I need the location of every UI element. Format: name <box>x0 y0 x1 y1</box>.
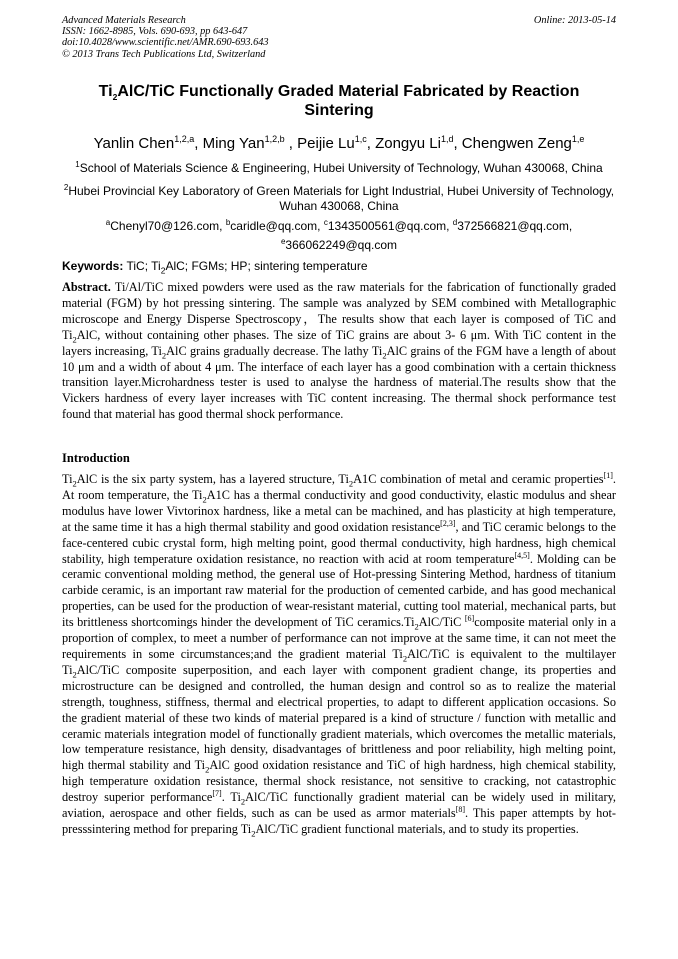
citation-ref: [2,3] <box>440 518 456 528</box>
citation-ref: [4,5] <box>514 550 530 560</box>
doi-line: doi:10.4028/www.scientific.net/AMR.690-693.643 <box>62 37 269 49</box>
author-emails: $^a$Chenyl70@126.com, $^b$caridle@qq.com, $^c$1343500561@qq.com, $^d$372566821@qq.com, $^e$366062249@qq.com <box>105 218 573 252</box>
author-list: Yanlin Chen$^{1,2,a}$, Ming Yan$^{1,2,b}$ , Peijie Lu$^{1,c}$, Zongyu Li$^{1,d}$, Chengwen Zeng$^{1,e}$ <box>93 134 585 152</box>
affiliation-2: $^2$Hubei Provincial Key Laboratory of Green Materials for Light Industrial, Hubei University of Technology, Wuhan 430068, China <box>63 183 615 213</box>
author-name: Yanlin Chen <box>93 135 175 152</box>
keywords-label: Keywords: <box>62 259 124 273</box>
journal-name: Advanced Materials Research <box>62 15 186 26</box>
paper-title: $Ti_2AlC$/TiC Functionally Graded Material Fabricated by Reaction Sintering <box>98 83 580 119</box>
affiliation-1: $^1$School of Materials Science & Engineering, Hubei University of Technology, Wuhan 430068, China <box>75 160 603 175</box>
online-date: Online: 2013-05-14 <box>533 15 616 26</box>
copyright-line: © 2013 Trans Tech Publications Ltd, Switzerland <box>62 48 266 60</box>
email-address: caridle@qq.com, <box>230 219 324 233</box>
citation-ref: [6] <box>464 614 475 624</box>
email-address: Chenyl70@126.com, <box>110 219 226 233</box>
author-name: Chengwen Zeng <box>461 135 572 152</box>
email-address: 366062249@qq.com <box>285 238 398 252</box>
section-heading-introduction: Introduction <box>62 451 130 465</box>
issn-line: ISSN: 1662-8985, Vols. 690-693, pp 643-647 <box>62 26 248 38</box>
citation-ref: [8] <box>455 804 466 814</box>
citation-ref: [1] <box>603 470 613 480</box>
keywords: Keywords: TiC; $Ti_2AlC$; FGMs; HP; sintering temperature <box>62 259 368 276</box>
author-name: Ming Yan <box>202 135 265 152</box>
abstract: Abstract. Ti/Al/TiC mixed powders were used as the raw materials for the fabrication of functionally graded material (FGM) by hot pressing sintering. The sample was analyzed by SEM combined with Metallographic microscope and Energy Disperse Spectroscopy，The results show that each layer is composed of TiC and $Ti_2AlC$, without containing other phases. The size of TiC grains are about 3- 6 μm. With TiC content in the layers increasing, $Ti_2AlC$ grains gradually decrease. The lathy $Ti_2AlC$ grains of the FGM have a length of about 10 μm and a width of about 4 μm. The interface of each layer has a good combination with a certain thickness transition layer.Microhardness tester is used to analyse the hardness of material.The results show that the Vickers hardness of every layer increases with TiC content increasing. The thermal shock performance test found that material has good thermal shock performance. <box>62 280 617 422</box>
journal-header <box>62 15 616 60</box>
author-name: Zongyu Li <box>375 135 441 152</box>
author-name: Peijie Lu <box>297 135 355 152</box>
citation-ref: [7] <box>212 789 222 799</box>
introduction-paragraph: $Ti_2AlC$ is the six party system, has a layered structure, $Ti_2A1C$ combination of metal and ceramic properties[1]. At room temperature, the $Ti_2A1C$ has a thermal conductivity and good conductivity, elastic modulus and shear modulus have lower Vivtorinox hardness, like a metal can be machined, and has plasticity at high temperature, at the same time it has a high thermal stability and good oxidation resistance[2,3], and TiC ceramic belongs to the face-centered cubic crystal form, high melting point, good thermal conductivity, high hardness, high chemical stability, high temperature oxidation resistance, no reaction with acid at room temperature[4,5]. Molding can be ceramic conventional molding method, the general use of Hot-pressing Sintering Method, hardness of titanium carbide ceramic, is an important raw material for the production of cemented carbide, and has good mechanical properties, can be used for the production of wear-resistant material, cutting tool material, mechanical parts, but its brittleness shortcomings hinder the development of TiC $ceramics.Ti_2AlC$/TiC [6]composite material only in a proportion of complex, to meet a number of performance can not improve at the same time, it can not meet the requirements in some circumstances;and the gradient material $Ti_2AlC$/TiC is equivalent to the multilayer $Ti_2AlC$/TiC composite superposition, and each layer with component gradient change, its properties and microstructure can be designed and controlled, the human design and control so as to realize the material strength, toughness, stiffness, thermal and electrical properties, to adapt to different application occasions. So the gradient material of these two kinds of material prepared is a kind of structure / function with metallic and ceramic materials integration model of functionally gradient materials, which overcomes the metallic materials, low temperature resistance, high density, disadvantages of brittleness and poor reliability, high melting point, high thermal stability and $Ti_2AlC$ good oxidation resistance and TiC of high hardness, high chemical stability, high temperature oxidation resistance, thermal shock resistance, not sensitive to cracking, not catastrophic destroy superior performance[7]. $Ti_2AlC$/TiC functionally gradient material can be widely used in military, aviation, aerospace and other fields, such as can be used as armor materials[8]. This paper attempts by hot-presssintering method for preparing $Ti_2AlC$/TiC gradient functional materials, and to study its properties. <box>62 470 616 839</box>
email-address: 1343500561@qq.com, <box>327 219 453 233</box>
email-address: 372566821@qq.com, <box>457 219 573 233</box>
abstract-label: Abstract. <box>62 280 111 294</box>
